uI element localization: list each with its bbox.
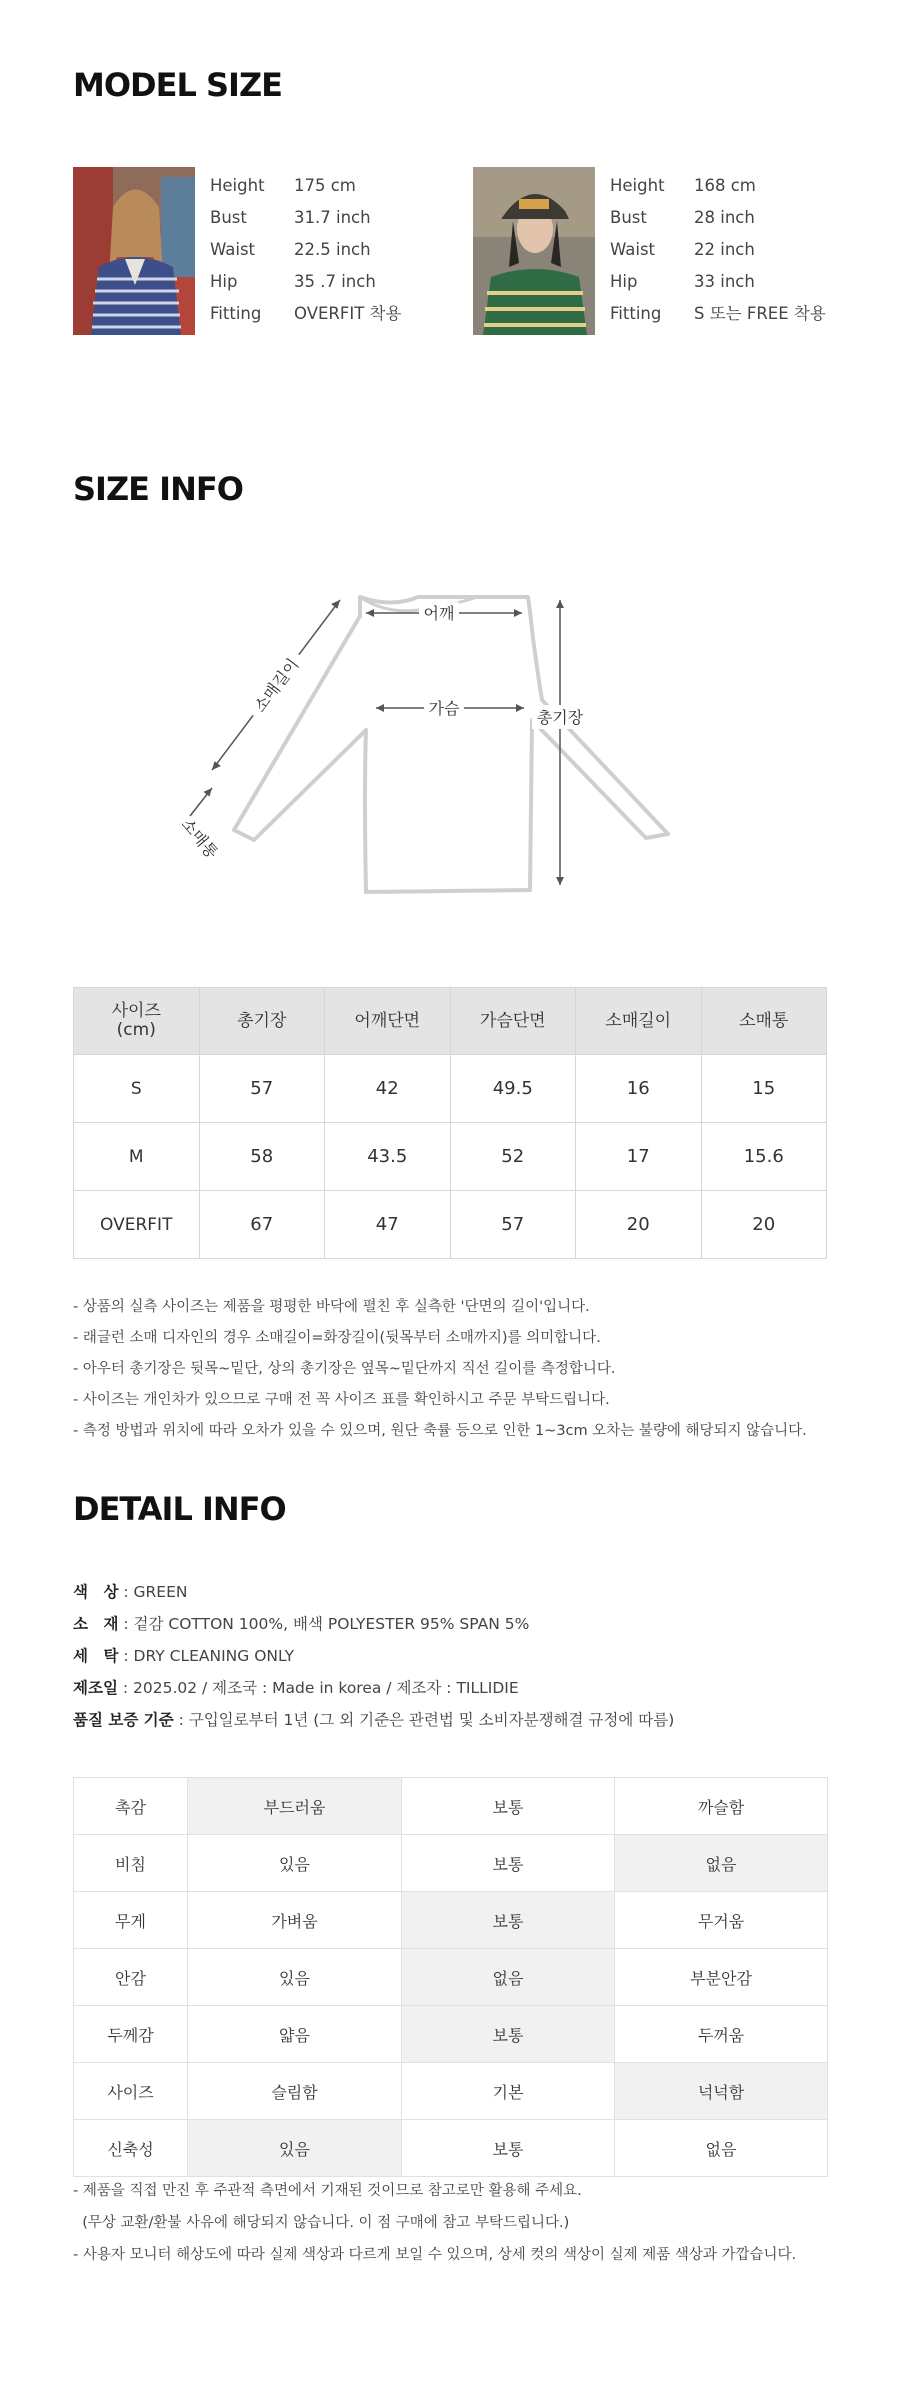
model-1-specs: [210, 175, 470, 335]
spec-row-bust: Bust 28 inch: [610, 208, 755, 227]
model-photo-1: [73, 167, 195, 335]
feel-row-label: 비침: [74, 1835, 188, 1892]
table-cell: 20: [701, 1191, 827, 1259]
table-cell: OVERFIT: [74, 1191, 200, 1259]
feel-option: 없음: [402, 1949, 615, 2006]
size-note: - 래글런 소매 디자인의 경우 소매길이=화장길이(뒷목부터 소매까지)를 의미합니다.: [73, 1330, 601, 1346]
table-cell: 57: [450, 1191, 576, 1259]
footnotes: [73, 2175, 796, 2271]
garment-outline: [234, 597, 668, 892]
garment-measurement-diagram: [170, 570, 710, 910]
feel-row: [74, 1835, 828, 1892]
feel-option: 보통: [402, 1892, 615, 1949]
feel-option: 있음: [188, 2120, 402, 2177]
feel-row: [74, 2006, 828, 2063]
table-cell: 52: [450, 1123, 576, 1191]
size-notes: [73, 1292, 807, 1447]
feel-option: 없음: [615, 2120, 828, 2177]
size-table-header: [74, 988, 827, 1055]
feel-option: 보통: [402, 1835, 615, 1892]
table-row: [74, 1191, 827, 1259]
feel-option: 까슬함: [615, 1778, 828, 1835]
label-shoulder: 어깨: [423, 604, 455, 623]
table-cell: 15: [701, 1055, 827, 1123]
feel-option: 무거움: [615, 1892, 828, 1949]
table-cell: 49.5: [450, 1055, 576, 1123]
feel-row: [74, 2120, 828, 2177]
size-note: - 아우터 총기장은 뒷목~밑단, 상의 총기장은 옆목~밑단까지 직선 길이를 측정합니다.: [73, 1361, 616, 1377]
table-cell: 58: [199, 1123, 325, 1191]
table-cell: 67: [199, 1191, 325, 1259]
table-cell: 47: [325, 1191, 451, 1259]
feel-option: 기본: [402, 2063, 615, 2120]
size-table: [73, 987, 827, 1259]
table-row: [74, 1123, 827, 1191]
feel-option: 두꺼움: [615, 2006, 828, 2063]
model-size-title: MODEL SIZE: [73, 66, 283, 104]
label-sleeve-length: 소매길이: [250, 654, 303, 716]
feel-row-label: 안감: [74, 1949, 188, 2006]
feel-option: 있음: [188, 1835, 402, 1892]
table-cell: 15.6: [701, 1123, 827, 1191]
spec-row-height: Height 168 cm: [610, 176, 756, 195]
garment-diagram-svg: [170, 570, 710, 910]
feel-option: 부분안감: [615, 1949, 828, 2006]
spec-row-hip: Hip 35 .7 inch: [210, 272, 376, 291]
feel-option: 슬림함: [188, 2063, 402, 2120]
size-note: - 사이즈는 개인차가 있으므로 구매 전 꼭 사이즈 표를 확인하시고 주문 부탁드립니다.: [73, 1392, 610, 1408]
size-note: - 측정 방법과 위치에 따라 오차가 있을 수 있으며, 원단 축률 등으로 인한 1~3cm 오차는 불량에 해당되지 않습니다.: [73, 1423, 807, 1439]
feel-option: 보통: [402, 2006, 615, 2063]
footnote: (무상 교환/환불 사유에 해당되지 않습니다. 이 점 구매에 참고 부탁드립니다.): [73, 2215, 570, 2231]
table-cell: 42: [325, 1055, 451, 1123]
footnote: - 사용자 모니터 해상도에 따라 실제 색상과 다르게 보일 수 있으며, 상세 컷의 색상이 실제 제품 색상과 가깝습니다.: [73, 2247, 797, 2263]
detail-washing: 세 탁 : DRY CLEANING ONLY: [73, 1647, 295, 1665]
spec-row-hip: Hip 33 inch: [610, 272, 755, 291]
detail-manufacture: 제조일 : 2025.02 / 제조국 : Made in korea / 제조자 : TILLIDIE: [73, 1679, 519, 1697]
feel-option: 얇음: [188, 2006, 402, 2063]
size-col-sleeve-length: 소매길이: [576, 988, 702, 1055]
feel-row: [74, 1778, 828, 1835]
feel-row-label: 사이즈: [74, 2063, 188, 2120]
model-photo-2: [473, 167, 595, 335]
spec-row-height: Height 175 cm: [210, 176, 356, 195]
table-cell: 43.5: [325, 1123, 451, 1191]
feel-row-label: 두께감: [74, 2006, 188, 2063]
label-length: 총기장: [536, 708, 584, 727]
size-note: - 상품의 실측 사이즈는 제품을 평평한 바닥에 펼친 후 실측한 '단면의 길이'입니다.: [73, 1299, 590, 1315]
detail-lines: [73, 1576, 674, 1736]
feel-row-label: 촉감: [74, 1778, 188, 1835]
feel-option: 가벼움: [188, 1892, 402, 1949]
feel-option: 부드러움: [188, 1778, 402, 1835]
table-cell: 57: [199, 1055, 325, 1123]
spec-row-waist: Waist 22 inch: [610, 240, 755, 259]
table-cell: S: [74, 1055, 200, 1123]
table-cell: 16: [576, 1055, 702, 1123]
table-cell: 20: [576, 1191, 702, 1259]
feel-row: [74, 1949, 828, 2006]
size-col-chest: 가슴단면: [450, 988, 576, 1055]
feel-option: 보통: [402, 2120, 615, 2177]
label-sleeve-width: 소매통: [177, 814, 222, 863]
footnote: - 제품을 직접 만진 후 주관적 측면에서 기재된 것이므로 참고로만 활용해 주세요.: [73, 2183, 582, 2199]
detail-color: 색 상 : GREEN: [73, 1583, 188, 1601]
table-cell: M: [74, 1123, 200, 1191]
size-col-sleeve-width: 소매통: [701, 988, 827, 1055]
feel-option: 보통: [402, 1778, 615, 1835]
size-info-title: SIZE INFO: [73, 470, 243, 508]
feel-option: 없음: [615, 1835, 828, 1892]
detail-warranty: 품질 보증 기준 : 구입일로부터 1년 (그 외 기준은 관련법 및 소비자분쟁해결 규정에 따름): [73, 1711, 675, 1729]
feel-option: 넉넉함: [615, 2063, 828, 2120]
detail-info-title: DETAIL INFO: [73, 1490, 286, 1528]
spec-row-fitting: Fitting OVERFIT 착용: [210, 304, 402, 323]
feel-row: [74, 2063, 828, 2120]
feel-option: 있음: [188, 1949, 402, 2006]
table-row: [74, 1055, 827, 1123]
detail-material: 소 재 : 겉감 COTTON 100%, 배색 POLYESTER 95% SPAN 5%: [73, 1615, 530, 1633]
model-2-specs: [610, 175, 870, 335]
feel-row: [74, 1892, 828, 1949]
fabric-feel-table: [73, 1777, 828, 2177]
table-cell: 17: [576, 1123, 702, 1191]
label-chest: 가슴: [428, 699, 460, 718]
spec-row-waist: Waist 22.5 inch: [210, 240, 371, 259]
spec-row-fitting: Fitting S 또는 FREE 착용: [610, 304, 826, 323]
feel-row-label: 무게: [74, 1892, 188, 1949]
size-col-shoulder: 어깨단면: [325, 988, 451, 1055]
size-col-length: 총기장: [199, 988, 325, 1055]
feel-row-label: 신축성: [74, 2120, 188, 2177]
size-col-size: 사이즈 (cm): [74, 988, 200, 1055]
spec-row-bust: Bust 31.7 inch: [210, 208, 371, 227]
